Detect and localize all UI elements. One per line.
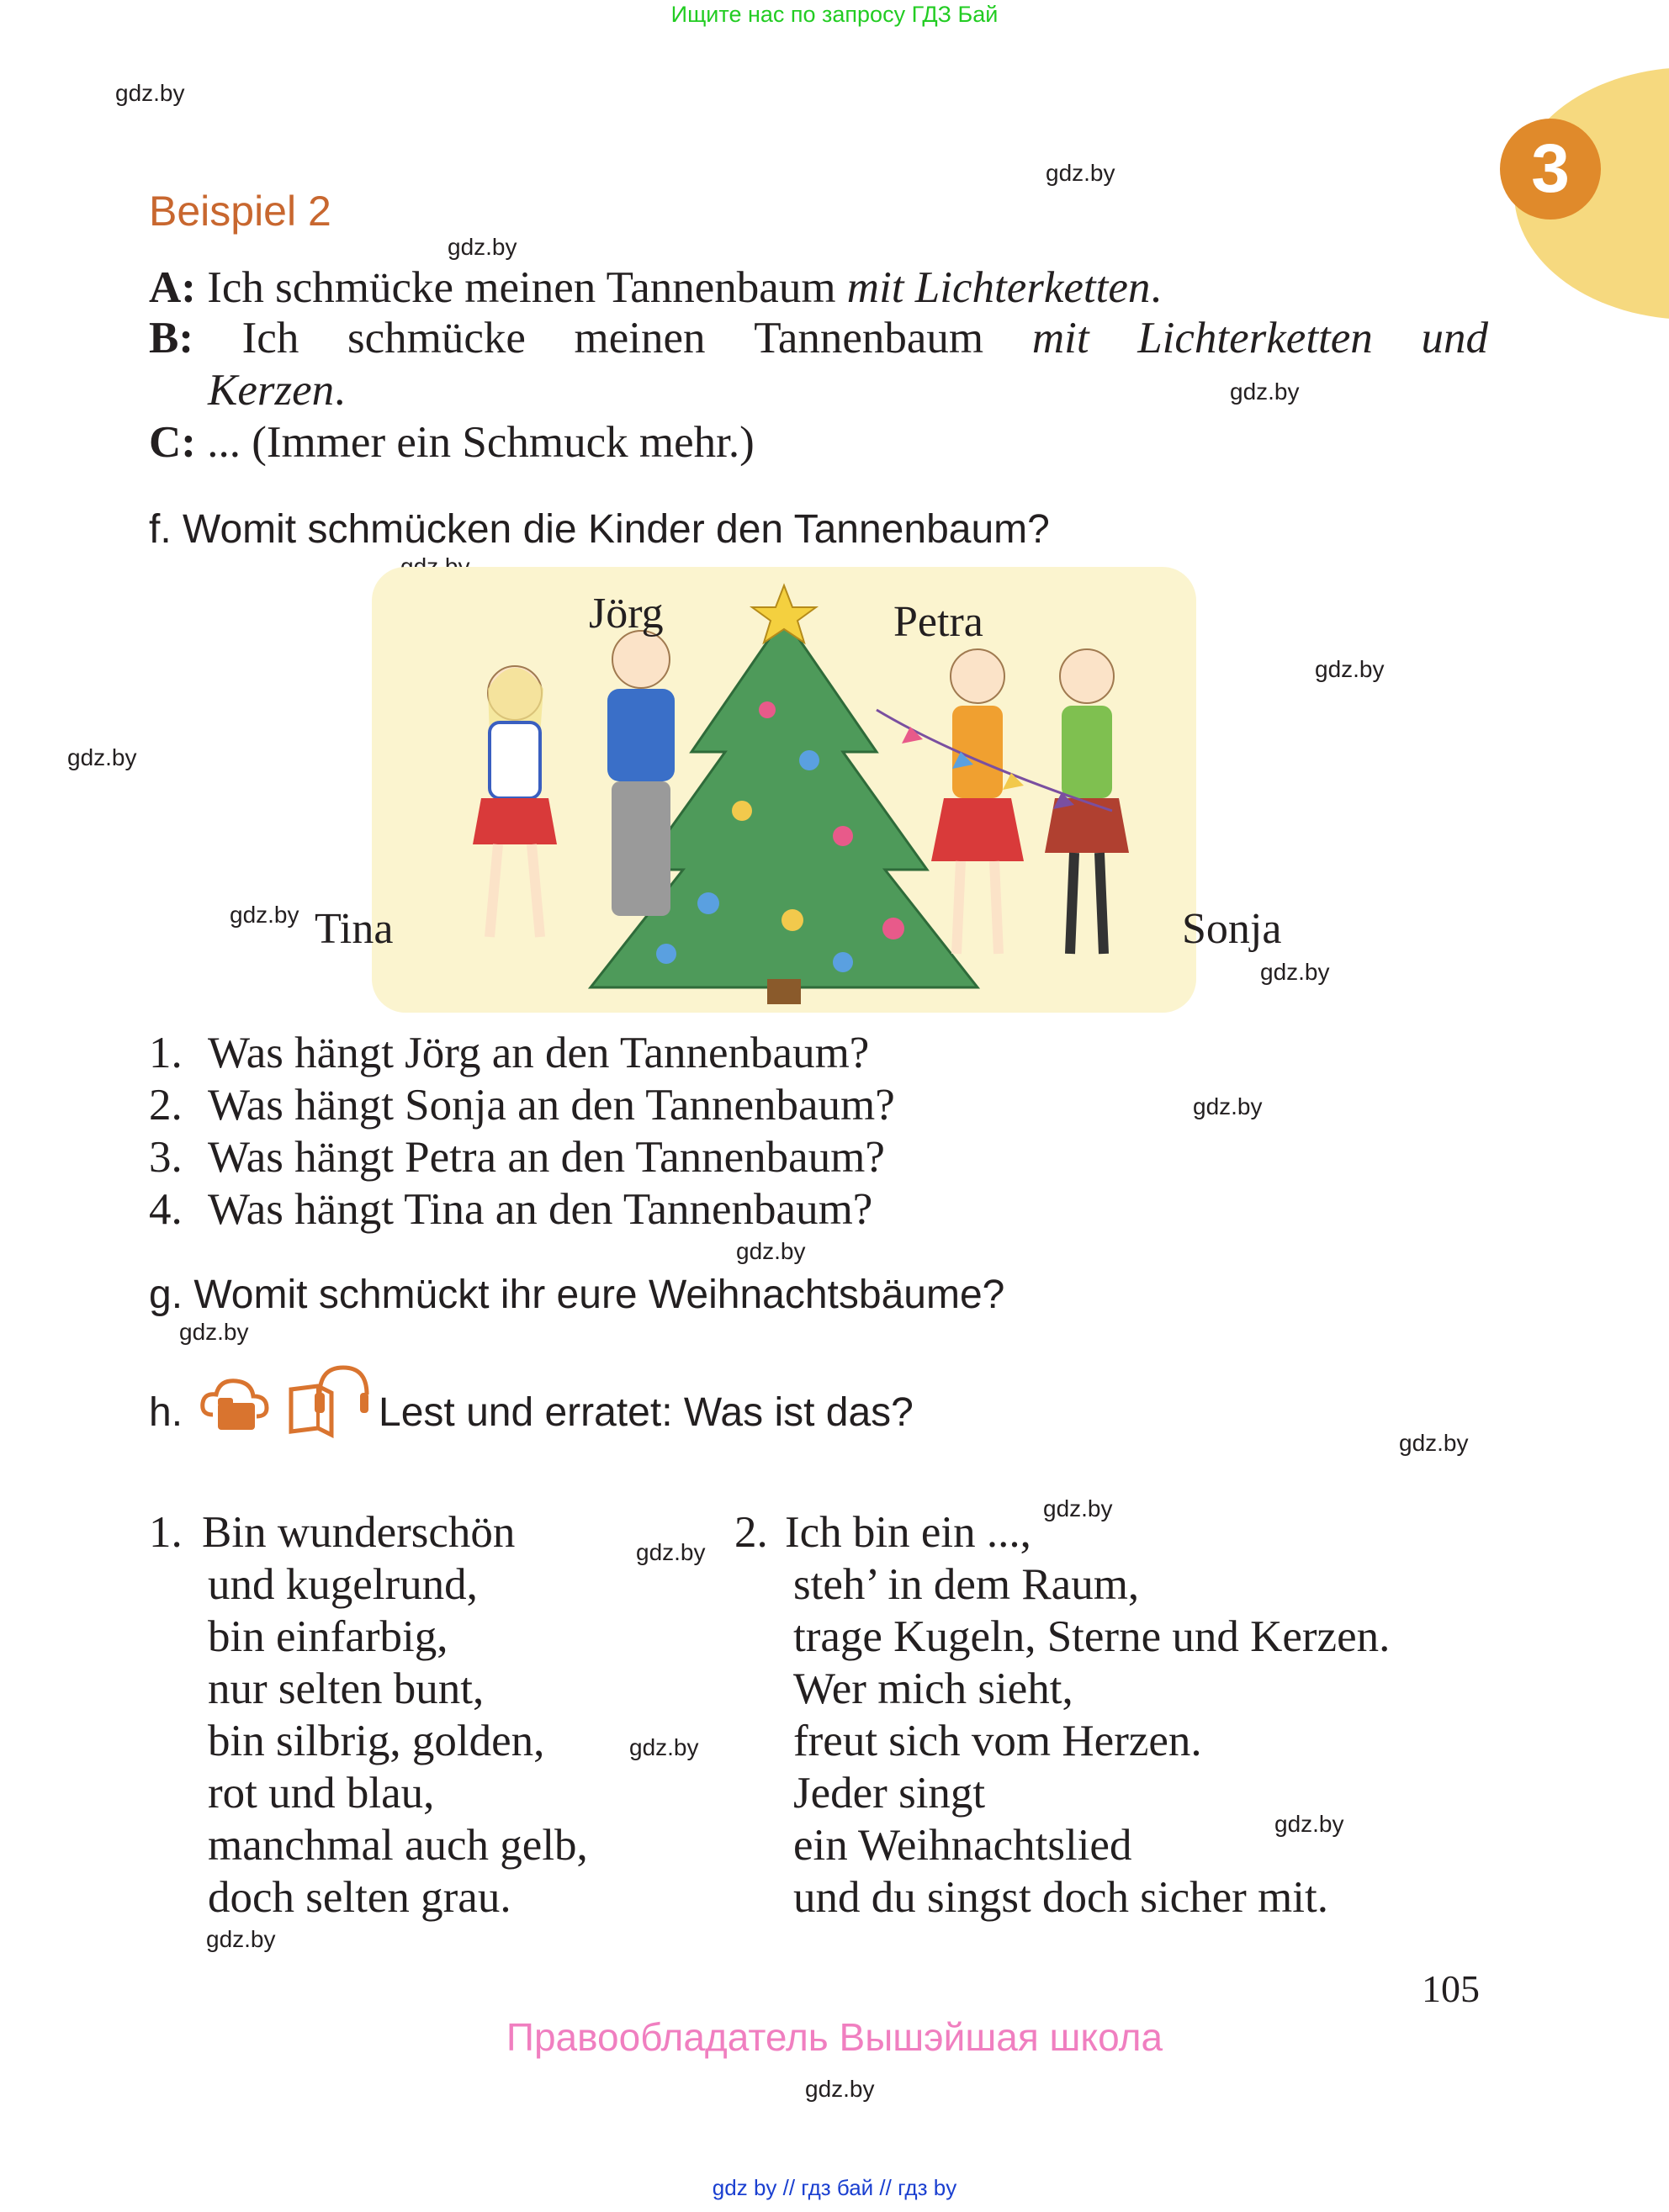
riddle-1-number: 1. — [149, 1508, 183, 1557]
example-line-a — [149, 262, 1162, 313]
riddle-2-line: steh’ in dem Raum, — [793, 1560, 1140, 1609]
question-item — [149, 1132, 885, 1183]
example-line-b-continued — [208, 365, 345, 415]
riddle-2-line: freut sich vom Herzen. — [793, 1717, 1202, 1765]
line-b-word: meinen — [574, 314, 706, 362]
example-line-b — [149, 313, 1488, 363]
riddle-2-line: und du singst doch sicher mit. — [793, 1873, 1328, 1922]
footer-links[interactable]: gdz by // гдз бай // гдз by — [712, 2175, 957, 2200]
question-number: 4. — [149, 1185, 183, 1234]
question-item — [149, 1028, 869, 1078]
watermark: gdz.by — [230, 902, 299, 928]
watermark: gdz.by — [736, 1238, 806, 1264]
watermark: gdz.by — [629, 1734, 699, 1760]
riddle-1-line: bin einfarbig, — [208, 1612, 448, 1661]
watermark: gdz.by — [1274, 1811, 1344, 1837]
watermark: gdz.by — [1399, 1430, 1469, 1456]
riddle-2-line: trage Kugeln, Sterne und Kerzen. — [793, 1612, 1391, 1661]
example-title: Beispiel 2 — [149, 188, 331, 235]
question-number: 1. — [149, 1029, 183, 1077]
watermark: gdz.by — [1046, 160, 1115, 186]
name-label-joerg: Jörg — [589, 590, 664, 638]
riddle-1-line: und kugelrund, — [208, 1560, 478, 1609]
page-number: 105 — [1422, 1967, 1480, 2010]
line-a-label: A: — [149, 263, 196, 312]
christmas-tree-illustration — [372, 567, 1196, 1013]
task-h-label: h. — [149, 1390, 183, 1435]
watermark: gdz.by — [636, 1539, 706, 1565]
name-label-petra: Petra — [893, 598, 983, 646]
riddle-2-line: Jeder singt — [793, 1769, 986, 1818]
christmas-tree-scene-icon — [372, 567, 1196, 1013]
riddle-2-number: 2. — [734, 1508, 768, 1557]
riddle-1-line: doch selten grau. — [208, 1873, 511, 1922]
question-text: Was hängt Sonja an den Tannenbaum? — [208, 1081, 895, 1130]
watermark: gdz.by — [1315, 656, 1385, 682]
line-c-text: ... (Immer ein Schmuck mehr.) — [207, 418, 755, 467]
watermark: gdz.by — [115, 80, 185, 106]
riddle-2-line: Ich bin ein ..., — [785, 1508, 1031, 1557]
watermark: gdz.by — [1193, 1093, 1263, 1119]
riddle-1-line: rot und blau, — [208, 1769, 435, 1818]
riddle-1-line: nur selten bunt, — [208, 1664, 485, 1713]
watermark: gdz.by — [448, 234, 517, 260]
cloud-folder-icon — [198, 1371, 273, 1438]
question-text: Was hängt Petra an den Tannenbaum? — [208, 1133, 885, 1182]
question-item — [149, 1080, 895, 1130]
copyright-notice: Правообладатель Вышэйшая школа — [506, 2015, 1163, 2059]
line-a-end: . — [1150, 263, 1162, 312]
question-item — [149, 1184, 872, 1235]
line-b-word: Tannenbaum — [754, 314, 984, 362]
task-h-heading: Lest und erratet: Was ist das? — [379, 1390, 914, 1435]
riddle-1-line: manchmal auch gelb, — [208, 1821, 588, 1870]
watermark: gdz.by — [179, 1319, 249, 1345]
line-b-cont-end: . — [334, 366, 346, 415]
riddle-2-line: Wer mich sieht, — [793, 1664, 1073, 1713]
line-b-italic-word: und — [1421, 314, 1488, 362]
question-text: Was hängt Tina an den Tannenbaum? — [208, 1185, 873, 1234]
line-b-word: schmücke — [347, 314, 526, 362]
watermark: gdz.by — [1043, 1495, 1113, 1521]
name-label-sonja: Sonja — [1182, 905, 1282, 953]
book-headphones-icon — [286, 1361, 370, 1438]
watermark: gdz.by — [1260, 959, 1330, 985]
example-line-c — [149, 417, 755, 468]
name-label-tina: Tina — [315, 905, 394, 953]
line-b-italic-word: mit — [1031, 314, 1089, 362]
line-b-cont-italic: Kerzen — [208, 366, 335, 415]
riddle-1-line: Bin wunderschön — [202, 1508, 516, 1557]
watermark: gdz.by — [206, 1926, 276, 1952]
question-number: 2. — [149, 1081, 183, 1130]
task-g-heading: g. Womit schmückt ihr eure Weihnachtsbäume? — [149, 1273, 1005, 1317]
question-text: Was hängt Jörg an den Tannenbaum? — [208, 1029, 870, 1077]
task-f-heading: f. Womit schmücken die Kinder den Tannenbaum? — [149, 507, 1050, 552]
line-b-word: Ich — [241, 314, 299, 362]
line-c-label: C: — [149, 418, 196, 467]
watermark: gdz.by — [1230, 378, 1300, 405]
riddle-1-line: bin silbrig, golden, — [208, 1717, 545, 1765]
riddle-2-line: ein Weihnachtslied — [793, 1821, 1132, 1870]
line-a-text: Ich schmücke meinen Tannenbaum — [207, 263, 836, 312]
line-a-italic: mit Lichterketten — [846, 263, 1151, 312]
watermark: gdz.by — [805, 2076, 875, 2102]
watermark: gdz.by — [67, 744, 137, 770]
question-number: 3. — [149, 1133, 183, 1182]
unit-number-badge: 3 — [1500, 119, 1601, 220]
top-banner: Ищите нас по запросу ГДЗ Бай — [670, 2, 999, 27]
line-b-italic-word: Lichterketten — [1137, 314, 1373, 362]
line-b-label: B: — [149, 314, 193, 362]
